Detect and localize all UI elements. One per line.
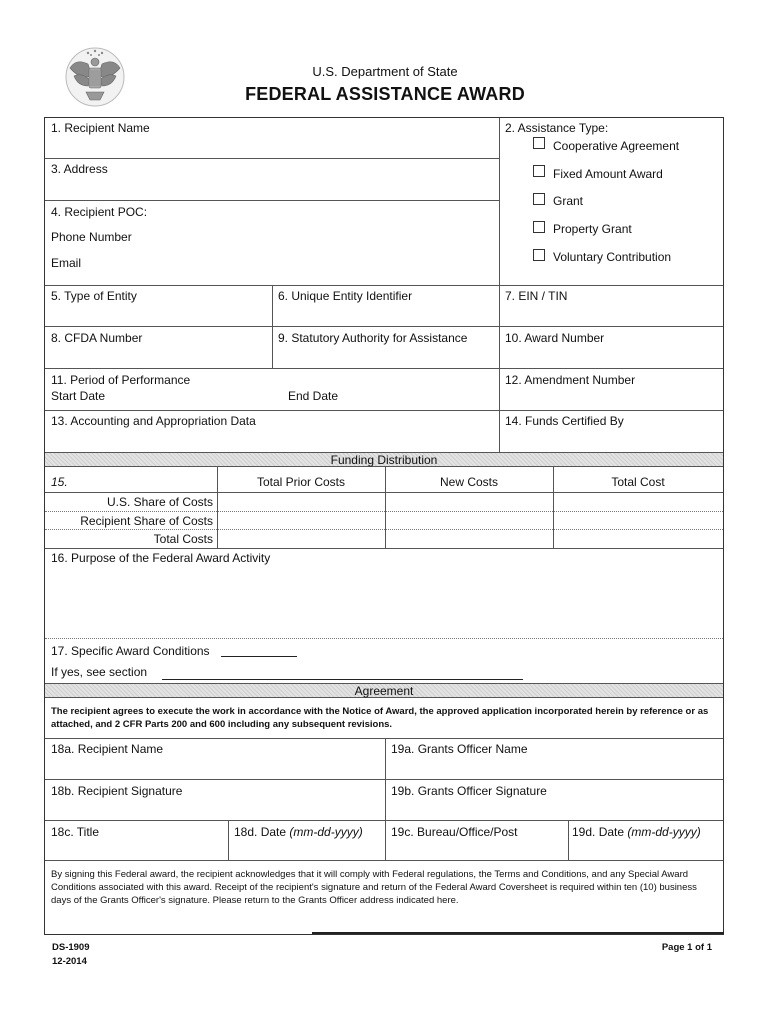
recipient-poc-field[interactable]: 4. Recipient POC: [51, 205, 148, 219]
fixed-amount-award-label: Fixed Amount Award [553, 167, 663, 181]
agreement-text: The recipient agrees to execute the work in accordance with the Notice of Award, the approved application incorporated herein by reference or as attached, and 2 CFR Parts 200 and 600 including any subsequent revisions. [51, 706, 709, 730]
unique-entity-identifier-field[interactable]: 6. Unique Entity Identifier [278, 289, 413, 303]
cooperative-agreement-label: Cooperative Agreement [553, 139, 680, 153]
amendment-number-field[interactable]: 12. Amendment Number [505, 373, 636, 387]
recipient-name-field[interactable]: 1. Recipient Name [51, 121, 150, 135]
period-of-performance-label: 11. Period of Performance [51, 373, 191, 387]
see-section-input[interactable] [162, 679, 523, 680]
property-grant-checkbox[interactable] [533, 221, 545, 233]
property-grant-label: Property Grant [553, 222, 632, 236]
email-field[interactable]: Email [51, 256, 82, 270]
grants-officer-name-field[interactable]: 19a. Grants Officer Name [391, 742, 528, 756]
form-number: DS-1909 [52, 942, 90, 953]
new-costs-header: New Costs [439, 475, 498, 489]
voluntary-contribution-label: Voluntary Contribution [553, 250, 672, 264]
specific-award-conditions-label: 17. Specific Award Conditions [51, 644, 210, 658]
voluntary-contribution-checkbox[interactable] [533, 249, 545, 261]
date-18d-label: 18d. Date [234, 825, 287, 839]
funds-certified-by-field[interactable]: 14. Funds Certified By [505, 414, 624, 428]
signature-notice: By signing this Federal award, the recipient acknowledges that it will comply with Federal regulations, the Terms and Conditions, and any Special Award Conditions associated with this award. Receipt of the recipient's signature and return of the Federal Award Coversheet is required within ten (10) business days of the Grants Officer's signature. Please return to the Grants Officer address indicated here. [51, 869, 697, 906]
grants-officer-signature-field[interactable]: 19b. Grants Officer Signature [391, 784, 547, 798]
grant-checkbox[interactable] [533, 193, 545, 205]
grant-label: Grant [553, 194, 584, 208]
assistance-type-label: 2. Assistance Type: [505, 121, 609, 135]
date-18d-format: (mm-dd-yyyy) [289, 825, 363, 839]
funding-item-number: 15. [51, 475, 68, 489]
bureau-office-post-field[interactable]: 19c. Bureau/Office/Post [391, 825, 518, 839]
total-prior-costs-header: Total Prior Costs [256, 475, 346, 489]
phone-number-field[interactable]: Phone Number [51, 230, 132, 244]
total-cost-header: Total Cost [611, 475, 665, 489]
form-title: FEDERAL ASSISTANCE AWARD [245, 84, 525, 104]
address-field[interactable]: 3. Address [51, 162, 108, 176]
funding-distribution-title: Funding Distribution [330, 453, 438, 467]
specific-award-conditions-input[interactable] [221, 656, 297, 657]
recipient-name-signature-field[interactable]: 18a. Recipient Name [51, 742, 164, 756]
cfda-number-field[interactable]: 8. CFDA Number [51, 331, 143, 345]
recipient-signature-field[interactable]: 18b. Recipient Signature [51, 784, 183, 798]
title-field[interactable]: 18c. Title [51, 825, 100, 839]
form-date: 12-2014 [52, 956, 87, 967]
ein-tin-field[interactable]: 7. EIN / TIN [505, 289, 568, 303]
date-18d-field[interactable] [234, 825, 363, 839]
footer-rule [312, 932, 724, 934]
date-19d-format: (mm-dd-yyyy) [627, 825, 701, 839]
see-section-label: If yes, see section [51, 665, 148, 679]
type-of-entity-field[interactable]: 5. Type of Entity [51, 289, 137, 303]
total-costs-label: Total Costs [153, 532, 213, 546]
cooperative-agreement-checkbox[interactable] [533, 137, 545, 149]
award-form [44, 117, 724, 935]
statutory-authority-field[interactable]: 9. Statutory Authority for Assistance [278, 331, 468, 345]
recipient-share-of-costs-label: Recipient Share of Costs [80, 514, 213, 528]
agreement-band [45, 683, 723, 698]
purpose-field[interactable]: 16. Purpose of the Federal Award Activity [51, 551, 271, 565]
accounting-data-field[interactable]: 13. Accounting and Appropriation Data [51, 414, 256, 428]
page-number: Page 1 of 1 [661, 942, 712, 953]
funding-distribution-band [45, 452, 723, 467]
award-number-field[interactable]: 10. Award Number [505, 331, 605, 345]
end-date-field[interactable]: End Date [288, 389, 339, 403]
fixed-amount-award-checkbox[interactable] [533, 165, 545, 177]
date-19d-field[interactable] [572, 825, 701, 839]
start-date-field[interactable]: Start Date [51, 389, 106, 403]
agency-name: U.S. Department of State [312, 64, 458, 79]
agreement-title: Agreement [354, 684, 414, 698]
us-share-of-costs-label: U.S. Share of Costs [106, 495, 213, 509]
date-19d-label: 19d. Date [572, 825, 625, 839]
